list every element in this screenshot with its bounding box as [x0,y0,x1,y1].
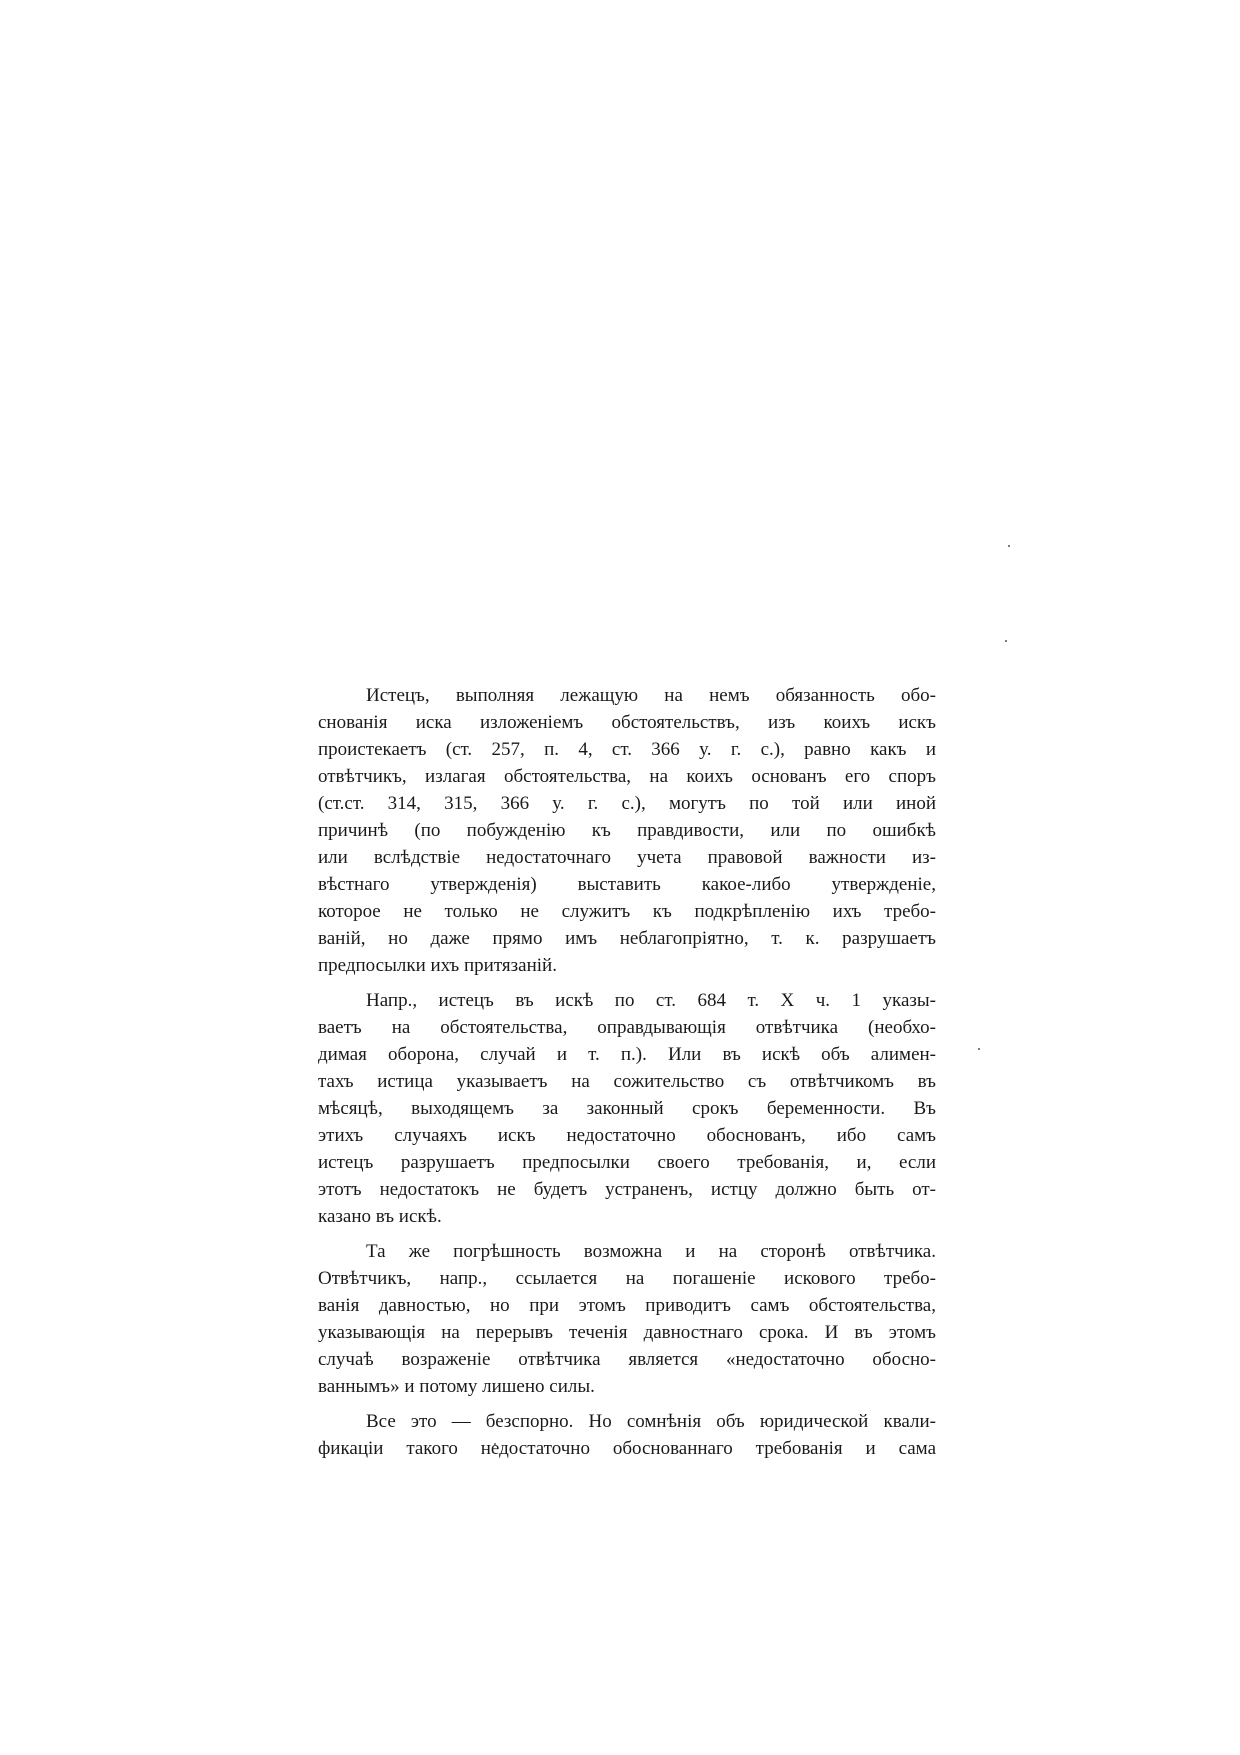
text-line: Все это — безспорно. Но сомнѣнія объ юридической квали- [366,1411,936,1432]
text-line: отвѣтчикъ, излагая обстоятельства, на коихъ основанъ его споръ [318,766,936,787]
text-line: ваннымъ» и потому лишено силы. [318,1376,595,1397]
paragraph-2 [318,987,936,1230]
text-line: этотъ недостатокъ не будетъ устраненъ, истцу должно быть от- [318,1179,936,1200]
paragraph-3 [318,1238,936,1400]
text-line: причинѣ (по побужденію къ правдивости, или по ошибкѣ [318,820,936,841]
text-line: Истецъ, выполняя лежащую на немъ обязанность обо- [366,685,936,706]
text-line: Та же погрѣшность возможна и на сторонѣ отвѣтчика. [366,1241,936,1262]
paragraph-1 [318,682,936,979]
text-line: казано въ искѣ. [318,1206,442,1227]
text-line: (ст.ст. 314, 315, 366 у. г. с.), могутъ по той или иной [318,793,936,814]
text-line: ванія давностью, но при этомъ приводитъ самъ обстоятельства, [318,1295,936,1316]
text-line: мѣсяцѣ, выходящемъ за законный срокъ беременности. Въ [318,1098,936,1119]
text-line: истецъ разрушаетъ предпосылки своего требованія, и, если [318,1152,936,1173]
text-line: случаѣ возраженіе отвѣтчика является «недостаточно обосно- [318,1349,936,1370]
text-line: димая оборона, случай и т. п.). Или въ искѣ объ алимен- [318,1044,936,1065]
text-line: Напр., истецъ въ искѣ по ст. 684 т. X ч. 1 указы- [366,990,936,1011]
body-text [318,682,936,1470]
text-line: фикаціи такого недостаточно обоснованнаго требованія и сама [318,1438,936,1459]
text-line: указывающія на перерывъ теченія давностнаго срока. И въ этомъ [318,1322,936,1343]
scan-speck [1005,640,1007,642]
text-line: снованія иска изложеніемъ обстоятельствъ, изъ коихъ искъ [318,712,936,733]
text-line: тахъ истица указываетъ на сожительство съ отвѣтчикомъ въ [318,1071,936,1092]
paragraph-4 [318,1408,936,1462]
scan-speck [1008,545,1010,547]
text-line: или вслѣдствіе недостаточнаго учета правовой важности из- [318,847,936,868]
text-line: проистекаетъ (ст. 257, п. 4, ст. 366 у. г. с.), равно какъ и [318,739,936,760]
text-line: ваній, но даже прямо имъ неблагопріятно, т. к. разрушаетъ [318,928,936,949]
scan-speck [978,1048,980,1050]
text-line: Отвѣтчикъ, напр., ссылается на погашеніе искового требо- [318,1268,936,1289]
text-line: вѣстнаго утвержденія) выставить какое-либо утвержденіе, [318,874,936,895]
text-line: предпосылки ихъ притязаній. [318,955,557,976]
text-line: этихъ случаяхъ искъ недостаточно обоснованъ, ибо самъ [318,1125,936,1146]
text-line: которое не только не служитъ къ подкрѣпленію ихъ требо- [318,901,936,922]
text-line: ваетъ на обстоятельства, оправдывающія отвѣтчика (необхо- [318,1017,936,1038]
